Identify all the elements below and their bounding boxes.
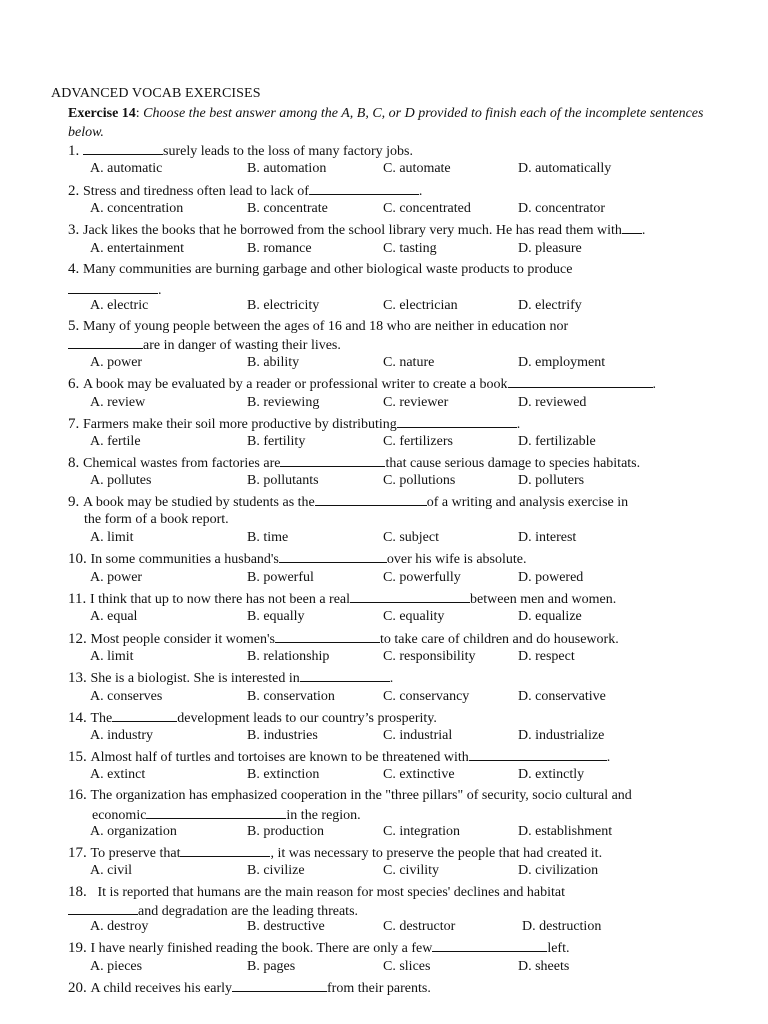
question-20: [68, 978, 431, 998]
option-b[interactable]: B. relationship: [247, 649, 330, 664]
option-d[interactable]: D. automatically: [518, 161, 612, 176]
option-b[interactable]: B. equally: [247, 609, 305, 624]
option-c[interactable]: C. electrician: [383, 298, 458, 313]
option-d[interactable]: D. employment: [518, 355, 606, 370]
option-d[interactable]: D. sheets: [518, 959, 570, 974]
question-6: [68, 374, 656, 394]
question-text: , it was necessary to preserve the people that had created it.: [270, 846, 603, 861]
question-number: 20.: [68, 980, 91, 996]
question-9: [68, 492, 628, 512]
exercise-instruction: Exercise 14: Choose the best answer among the A, B, C, or D provided to finish each of the incomplete sentences below.: [68, 106, 704, 140]
option-d[interactable]: D. reviewed: [518, 395, 587, 410]
question-text: of a writing and analysis exercise in: [426, 495, 629, 510]
answer-blank[interactable]: [280, 453, 385, 467]
option-a[interactable]: A. industry: [90, 728, 153, 743]
question-3: [68, 220, 645, 240]
question-text: I have nearly finished reading the book. There are only a few: [90, 941, 433, 956]
option-b[interactable]: B. reviewing: [247, 395, 320, 410]
question-number: 16.: [68, 787, 91, 803]
question-text: A child receives his early: [90, 981, 233, 996]
question-12: [68, 629, 619, 649]
option-b[interactable]: B. pages: [247, 959, 296, 974]
option-a[interactable]: A. electric: [90, 298, 149, 313]
question-number: 18.: [68, 884, 91, 900]
option-b[interactable]: B. fertility: [247, 434, 306, 449]
option-a[interactable]: A. power: [90, 355, 143, 370]
question-text: A book may be evaluated by a reader or professional writer to create a book: [83, 377, 508, 392]
option-b[interactable]: B. concentrate: [247, 201, 328, 216]
question-16-continued: [92, 805, 361, 825]
option-d[interactable]: D. respect: [518, 649, 575, 664]
option-a[interactable]: A. power: [90, 570, 143, 585]
option-a[interactable]: A. fertile: [90, 434, 141, 449]
question-2: [68, 181, 422, 201]
answer-blank[interactable]: [469, 747, 607, 761]
option-b[interactable]: B. destructive: [247, 919, 325, 934]
option-a[interactable]: A. review: [90, 395, 146, 410]
option-d[interactable]: D. conservative: [518, 689, 606, 704]
option-c[interactable]: C. powerfully: [383, 570, 461, 585]
option-c[interactable]: C. pollutions: [383, 473, 456, 488]
option-c[interactable]: C. conservancy: [383, 689, 470, 704]
option-b[interactable]: B. production: [247, 824, 324, 839]
option-c[interactable]: C. civility: [383, 863, 439, 878]
question-9-continued: the form of a book report.: [84, 512, 229, 527]
question-text: Most people consider it women's: [90, 632, 275, 647]
option-b[interactable]: B. automation: [247, 161, 327, 176]
question-number: 3.: [68, 222, 83, 238]
question-text: Many communities are burning garbage and other biological waste products to produce: [83, 262, 573, 277]
question-text: economic: [92, 808, 147, 823]
answer-blank[interactable]: [622, 220, 642, 234]
answer-blank[interactable]: [68, 280, 158, 294]
question-text: To preserve that: [90, 846, 181, 861]
question-18: [68, 883, 565, 902]
question-text: .: [389, 671, 394, 686]
question-number: 11.: [68, 591, 90, 607]
question-text: .: [418, 184, 423, 199]
answer-blank[interactable]: [508, 374, 653, 388]
option-d[interactable]: D. powered: [518, 570, 584, 585]
option-c[interactable]: C. automate: [383, 161, 451, 176]
question-text: .: [158, 283, 162, 298]
option-a[interactable]: A. civil: [90, 863, 132, 878]
question-number: 17.: [68, 845, 91, 861]
question-text: .: [606, 750, 611, 765]
question-number: 8.: [68, 455, 83, 471]
question-number: 9.: [68, 494, 83, 510]
option-d[interactable]: D. industrialize: [518, 728, 605, 743]
question-number: 4.: [68, 261, 83, 277]
question-16: [68, 786, 632, 805]
option-d[interactable]: D. interest: [518, 530, 577, 545]
option-b[interactable]: B. time: [247, 530, 289, 545]
question-text: from their parents.: [327, 981, 431, 996]
option-a[interactable]: A. limit: [90, 530, 134, 545]
option-d[interactable]: D. concentrator: [518, 201, 606, 216]
option-c[interactable]: C. nature: [383, 355, 435, 370]
question-text: Farmers make their soil more productive by distributing: [83, 417, 397, 432]
answer-blank[interactable]: [279, 549, 387, 563]
question-text: surely leads to the loss of many factory jobs.: [163, 144, 414, 159]
option-d[interactable]: D. destruction: [522, 919, 602, 934]
question-text: The organization has emphasized cooperation in the "three pillars" of security, socio cultural and: [90, 788, 632, 803]
option-b[interactable]: B. extinction: [247, 767, 320, 782]
question-15: [68, 747, 610, 767]
question-number: 7.: [68, 416, 83, 432]
question-text: In some communities a husband's: [90, 552, 279, 567]
question-8: [68, 453, 640, 473]
option-a[interactable]: A. extinct: [90, 767, 146, 782]
option-b[interactable]: B. industries: [247, 728, 318, 743]
question-number: 12.: [68, 631, 91, 647]
option-b[interactable]: B. civilize: [247, 863, 305, 878]
option-b[interactable]: B. conservation: [247, 689, 335, 704]
option-c[interactable]: C. industrial: [383, 728, 453, 743]
option-a[interactable]: A. limit: [90, 649, 134, 664]
answer-blank[interactable]: [275, 629, 380, 643]
question-10: [68, 549, 526, 569]
option-c[interactable]: C. slices: [383, 959, 431, 974]
answer-blank[interactable]: [350, 589, 470, 603]
instruction-text: Choose the best answer among the A, B, C, or D provided to finish each of the incomplete sentences below.: [68, 106, 704, 140]
question-7: [68, 414, 520, 434]
option-c[interactable]: C. equality: [383, 609, 445, 624]
question-text: I think that up to now there has not been a real: [89, 592, 351, 607]
question-text: .: [516, 417, 521, 432]
option-b[interactable]: B. electricity: [247, 298, 320, 313]
question-text: .: [652, 377, 656, 392]
option-a[interactable]: A. conserves: [90, 689, 163, 704]
question-text: The: [90, 711, 113, 726]
option-c[interactable]: C. destructor: [383, 919, 456, 934]
question-number: 10.: [68, 551, 91, 567]
option-a[interactable]: A. automatic: [90, 161, 163, 176]
option-a[interactable]: A. pieces: [90, 959, 143, 974]
question-text: Jack likes the books that he borrowed from the school library very much. He has read them with: [83, 223, 622, 238]
question-11: [68, 589, 616, 609]
document-title: ADVANCED VOCAB EXERCISES: [51, 86, 261, 101]
answer-blank[interactable]: [146, 805, 286, 819]
answer-blank[interactable]: [309, 181, 419, 195]
question-number: 13.: [68, 670, 91, 686]
question-13: [68, 668, 393, 688]
question-text: over his wife is absolute.: [386, 552, 527, 567]
question-text: She is a biologist. She is interested in: [90, 671, 300, 686]
option-d[interactable]: D. extinctly: [518, 767, 585, 782]
question-text: in the region.: [286, 808, 361, 823]
question-number: 15.: [68, 749, 91, 765]
option-b[interactable]: B. ability: [247, 355, 300, 370]
question-1: [68, 141, 413, 161]
question-number: 1.: [68, 143, 83, 159]
question-number: 5.: [68, 318, 83, 334]
question-number: 2.: [68, 183, 83, 199]
question-text: Stress and tiredness often lead to lack of: [83, 184, 309, 199]
option-a[interactable]: A. concentration: [90, 201, 184, 216]
question-text: are in danger of wasting their lives.: [143, 338, 341, 353]
question-5-continued: [68, 335, 341, 355]
option-c[interactable]: C. concentrated: [383, 201, 471, 216]
answer-blank[interactable]: [112, 708, 177, 722]
answer-blank[interactable]: [232, 978, 327, 992]
option-a[interactable]: A. equal: [90, 609, 138, 624]
option-c[interactable]: C. subject: [383, 530, 439, 545]
option-a[interactable]: A. entertainment: [90, 241, 185, 256]
question-text: and degradation are the leading threats.: [138, 904, 359, 919]
answer-blank[interactable]: [180, 843, 270, 857]
question-19: [68, 938, 569, 958]
answer-blank[interactable]: [68, 901, 138, 915]
answer-blank[interactable]: [68, 335, 143, 349]
question-5: [68, 317, 568, 336]
option-d[interactable]: D. civilization: [518, 863, 599, 878]
option-d[interactable]: D. electrify: [518, 298, 582, 313]
answer-blank[interactable]: [432, 938, 547, 952]
option-b[interactable]: B. powerful: [247, 570, 314, 585]
question-text: Many of young people between the ages of 16 and 18 who are neither in education nor: [83, 319, 569, 334]
option-d[interactable]: D. equalize: [518, 609, 582, 624]
option-c[interactable]: C. tasting: [383, 241, 437, 256]
option-d[interactable]: D. establishment: [518, 824, 613, 839]
question-text: development leads to our country’s prosperity.: [177, 711, 437, 726]
question-text: .: [641, 223, 646, 238]
indent: [91, 885, 98, 900]
exercise-label: Exercise 14: [68, 106, 136, 121]
option-b[interactable]: B. pollutants: [247, 473, 319, 488]
question-text: Almost half of turtles and tortoises are known to be threatened with: [90, 750, 469, 765]
option-c[interactable]: C. reviewer: [383, 395, 449, 410]
option-c[interactable]: C. integration: [383, 824, 460, 839]
option-d[interactable]: D. fertilizable: [518, 434, 596, 449]
answer-blank[interactable]: [397, 414, 517, 428]
question-text: between men and women.: [470, 592, 617, 607]
question-number: 19.: [68, 940, 91, 956]
question-text: to take care of children and do housework.: [380, 632, 619, 647]
question-4: [68, 260, 572, 279]
option-a[interactable]: A. pollutes: [90, 473, 152, 488]
question-text: Chemical wastes from factories are: [83, 456, 281, 471]
option-b[interactable]: B. romance: [247, 241, 312, 256]
option-c[interactable]: C. responsibility: [383, 649, 476, 664]
answer-blank[interactable]: [83, 141, 163, 155]
question-text: left.: [547, 941, 570, 956]
question-17: [68, 843, 602, 863]
question-text: A book may be studied by students as the: [83, 495, 315, 510]
option-c[interactable]: C. extinctive: [383, 767, 455, 782]
question-number: 6.: [68, 376, 83, 392]
question-text: It is reported that humans are the main reason for most species' declines and habitat: [97, 885, 565, 900]
option-a[interactable]: A. destroy: [90, 919, 149, 934]
question-text: that cause serious damage to species habitats.: [385, 456, 641, 471]
option-d[interactable]: D. pleasure: [518, 241, 582, 256]
option-d[interactable]: D. polluters: [518, 473, 585, 488]
answer-blank[interactable]: [300, 668, 390, 682]
answer-blank[interactable]: [315, 492, 427, 506]
question-14: [68, 708, 437, 728]
option-c[interactable]: C. fertilizers: [383, 434, 453, 449]
question-number: 14.: [68, 710, 91, 726]
option-a[interactable]: A. organization: [90, 824, 177, 839]
